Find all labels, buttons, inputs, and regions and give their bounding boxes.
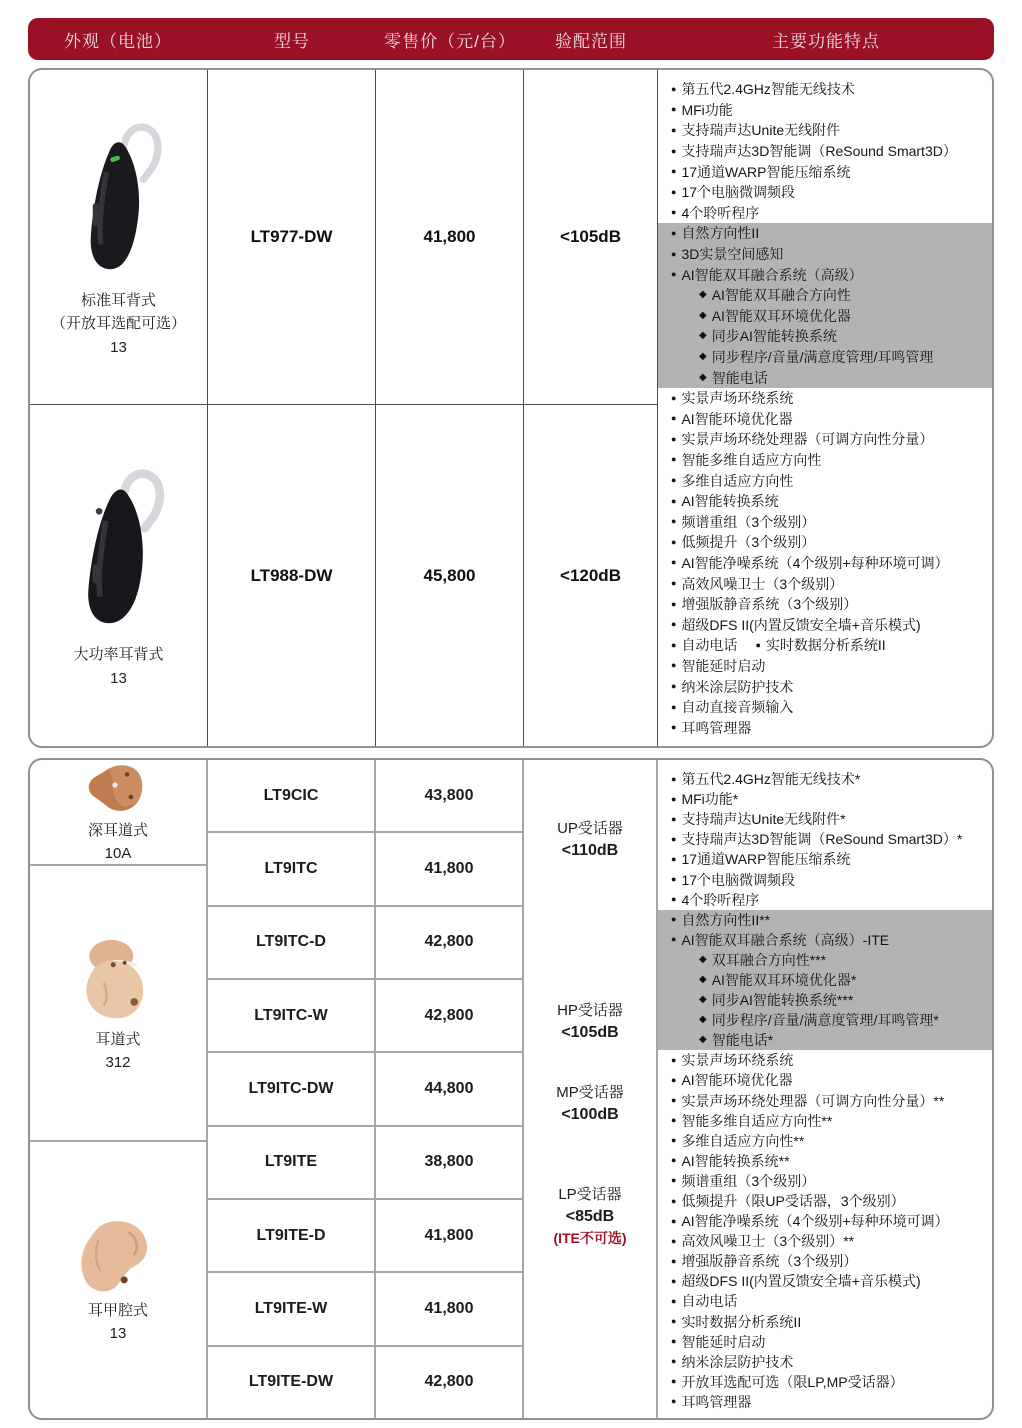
- feature-item: ◆ 智能电话*: [658, 1030, 992, 1050]
- feature-item: ● 高效风噪卫士（3个级别）**: [671, 1233, 855, 1250]
- feature-item: ● 17通道WARP智能压缩系统: [671, 851, 851, 868]
- bullet-icon: ●: [671, 475, 677, 486]
- bullet-icon: ●: [671, 495, 677, 506]
- bullet-icon: ●: [671, 433, 677, 444]
- price-cell: 44,800: [376, 1053, 524, 1124]
- bullet-icon: ●: [671, 186, 677, 197]
- appearance-label: 耳道式: [95, 1030, 141, 1048]
- feature-item: ◆ AI智能双耳环境优化器*: [658, 970, 992, 990]
- bullet-icon: ●: [671, 639, 677, 650]
- feature-item: ◆ AI智能双耳融合方向性: [658, 285, 992, 306]
- table-row: [208, 1127, 524, 1200]
- bullet-icon: ●: [671, 145, 677, 156]
- bullet-icon: ●: [671, 1336, 677, 1347]
- price-cell: 42,800: [376, 907, 524, 978]
- appearance-cell-cic: [30, 760, 208, 866]
- bullet-icon: ●: [671, 207, 677, 218]
- feature-item: ● 第五代2.4GHz智能无线技术: [671, 81, 855, 98]
- bte-models-table: [28, 68, 994, 748]
- range-group-up: UP受话器 <110dB: [557, 820, 623, 859]
- bullet-icon: ●: [671, 1376, 677, 1387]
- battery-size-label: 13: [110, 669, 127, 687]
- appearance-label: 大功率耳背式: [73, 646, 164, 664]
- feature-item: ● 智能延时启动: [671, 1333, 766, 1350]
- feature-item: ● 自然方向性II: [658, 223, 992, 244]
- feature-item: ● AI智能转换系统: [671, 493, 779, 510]
- price-cell: 41,800: [376, 70, 524, 405]
- header-features: 主要功能特点: [772, 31, 880, 51]
- model-cell: LT9ITC-D: [208, 907, 376, 978]
- feature-item: ● 17通道WARP智能压缩系统: [671, 163, 851, 180]
- battery-size-label: 13: [110, 338, 127, 356]
- model-price-rows: [208, 760, 524, 1418]
- bullet-icon: ●: [671, 392, 677, 403]
- feature-item: ● 17个电脑微调频段: [671, 184, 796, 201]
- bullet-icon: ◆: [699, 351, 707, 363]
- bullet-icon: ●: [671, 1316, 677, 1327]
- header-fitting-range: 验配范围: [555, 31, 627, 51]
- header-model: 型号: [274, 31, 310, 51]
- bullet-icon: ●: [671, 681, 677, 692]
- price-cell: 42,800: [376, 980, 524, 1051]
- bullet-icon: ●: [671, 773, 677, 784]
- bullet-icon: ●: [671, 722, 677, 733]
- appearance-cell-bte-standard: [30, 70, 208, 405]
- cic-device-image: [82, 760, 154, 818]
- bullet-icon: ●: [671, 934, 677, 945]
- model-cell: LT9ITC-DW: [208, 1053, 376, 1124]
- feature-item: ● 高效风噪卫士（3个级别）: [671, 575, 844, 592]
- feature-item: ● 实时数据分析系统II: [671, 1313, 802, 1330]
- feature-item: ● 17个电脑微调频段: [671, 871, 796, 888]
- feature-item: ● 超级DFS II(内置反馈安全墙+音乐模式): [671, 1273, 921, 1290]
- feature-item: ● 低频提升（3个级别）: [671, 534, 816, 551]
- feature-item: ◆ 同步程序/音量/满意度管理/耳鸣管理: [658, 347, 992, 368]
- feature-item: ● 增强版静音系统（3个级别）: [671, 1253, 858, 1270]
- appearance-label: 标准耳背式: [80, 292, 156, 310]
- feature-item: ● MFi功能*: [671, 791, 739, 808]
- battery-size-label: 312: [105, 1054, 131, 1071]
- table-row: [208, 1200, 524, 1273]
- feature-item: ● 支持瑞声达3D智能调（ReSound Smart3D）*: [671, 831, 963, 848]
- bullet-icon: ●: [671, 1195, 677, 1206]
- feature-item: ● 耳鸣管理器: [671, 1393, 752, 1410]
- bullet-icon: ●: [671, 701, 677, 712]
- feature-item: ● 智能多维自适应方向性: [671, 451, 822, 468]
- range-group-mp: MP受话器 <100dB: [556, 1084, 624, 1123]
- fitting-range-column: [524, 760, 658, 1418]
- bullet-icon: ●: [671, 1396, 677, 1407]
- model-cell: LT977-DW: [208, 70, 376, 405]
- bullet-icon: ◆: [699, 953, 707, 965]
- ite-device-image: [74, 1216, 162, 1298]
- feature-item: ● 自动电话: [671, 1293, 738, 1310]
- bullet-icon: ◆: [699, 1034, 707, 1046]
- bullet-icon: ●: [671, 227, 677, 238]
- price-cell: 41,800: [376, 1273, 524, 1344]
- price-cell: 41,800: [376, 833, 524, 904]
- feature-item: ● MFi功能: [671, 101, 733, 118]
- feature-item: ● 4个聆听程序: [671, 891, 760, 908]
- features-list-custom: [658, 760, 992, 1418]
- bullet-icon: ●: [671, 894, 677, 905]
- feature-item: ● 智能延时启动: [671, 657, 766, 674]
- bullet-icon: ●: [671, 1135, 677, 1146]
- feature-item: ● 频谱重组（3个级别）: [671, 1172, 816, 1189]
- feature-item: ● AI智能双耳融合系统（高级）: [658, 264, 992, 285]
- bullet-icon: ◆: [699, 973, 707, 985]
- bullet-icon: ●: [671, 660, 677, 671]
- feature-item: ● AI智能环境优化器: [671, 410, 793, 427]
- bullet-icon: ●: [671, 413, 677, 424]
- feature-item: ● 3D实景空间感知: [658, 244, 992, 265]
- feature-item: ◆ 同步程序/音量/满意度管理/耳鸣管理*: [658, 1010, 992, 1030]
- feature-item: ● AI智能净噪系统（4个级别+每种环境可调）: [671, 554, 949, 571]
- feature-item: ● 增强版静音系统（3个级别）: [671, 596, 858, 613]
- table-row: [208, 907, 524, 980]
- feature-item: ● AI智能双耳融合系统（高级）-ITE: [658, 930, 992, 950]
- feature-item: ● 纳米涂层防护技术: [671, 1353, 794, 1370]
- model-cell: LT9ITE-D: [208, 1200, 376, 1271]
- feature-item: ● AI智能转换系统**: [671, 1152, 790, 1169]
- feature-item: ● 自然方向性II**: [658, 910, 992, 930]
- fitting-range-cell: <105dB: [524, 70, 658, 405]
- bullet-icon: ●: [671, 83, 677, 94]
- feature-item: ● 自动直接音频输入: [671, 699, 794, 716]
- bullet-icon: ●: [671, 1095, 677, 1106]
- bullet-icon: ●: [671, 874, 677, 885]
- feature-item: ◆ 同步AI智能转换系统: [658, 326, 992, 347]
- header-price: 零售价（元/台）: [384, 31, 516, 51]
- bullet-icon: ●: [671, 557, 677, 568]
- bullet-icon: ●: [671, 1356, 677, 1367]
- feature-item: ● 支持瑞声达3D智能调（ReSound Smart3D）: [671, 143, 957, 160]
- table-row: [208, 833, 524, 906]
- bullet-icon: ●: [671, 1054, 677, 1065]
- price-cell: 43,800: [376, 760, 524, 831]
- feature-item: ● 实景声场环绕处理器（可调方向性分量）: [671, 431, 934, 448]
- features-list-bte: [658, 70, 992, 746]
- feature-item: ● 实景声场环绕系统: [671, 390, 794, 407]
- bullet-icon: ●: [671, 104, 677, 115]
- battery-size-label: 10A: [104, 844, 132, 862]
- bullet-icon: ●: [671, 1275, 677, 1286]
- bullet-icon: ●: [671, 269, 677, 280]
- bullet-icon: ●: [671, 1255, 677, 1266]
- feature-item: ● 支持瑞声达Unite无线附件*: [671, 811, 846, 828]
- bullet-icon: ●: [671, 124, 677, 135]
- header-appearance: 外观（电池）: [64, 31, 172, 51]
- itc-device-image: [75, 933, 161, 1027]
- bullet-icon: ●: [671, 1215, 677, 1226]
- price-cell: 38,800: [376, 1127, 524, 1198]
- bullet-icon: ●: [755, 639, 761, 650]
- bullet-icon: ●: [671, 454, 677, 465]
- bullet-icon: ◆: [699, 371, 707, 383]
- feature-item: ● 第五代2.4GHz智能无线技术*: [671, 771, 861, 788]
- feature-item: ● AI智能净噪系统（4个级别+每种环境可调）: [671, 1213, 949, 1230]
- bullet-icon: ◆: [699, 994, 707, 1006]
- model-cell: LT9ITC-W: [208, 980, 376, 1051]
- feature-item: ● 支持瑞声达Unite无线附件: [671, 122, 841, 139]
- bullet-icon: ●: [671, 536, 677, 547]
- table-row: [208, 980, 524, 1053]
- bullet-icon: ●: [671, 1175, 677, 1186]
- bullet-icon: ◆: [699, 1014, 707, 1026]
- bullet-icon: ◆: [699, 289, 707, 301]
- feature-item: ● 智能多维自适应方向性**: [671, 1112, 833, 1129]
- table-row: [208, 1053, 524, 1126]
- feature-item: ◆ AI智能双耳环境优化器: [658, 306, 992, 327]
- model-cell: LT9ITE-DW: [208, 1347, 376, 1418]
- price-cell: 45,800: [376, 405, 524, 746]
- bullet-icon: ●: [671, 1074, 677, 1085]
- bullet-icon: ●: [671, 914, 677, 925]
- feature-item: ● 实景声场环绕系统: [671, 1052, 794, 1069]
- appearance-cell-itc: [30, 866, 208, 1142]
- feature-item: ● 4个聆听程序: [671, 204, 760, 221]
- feature-item: ● 超级DFS II(内置反馈安全墙+音乐模式): [671, 616, 921, 633]
- price-cell: 41,800: [376, 1200, 524, 1271]
- feature-item: ● 实景声场环绕处理器（可调方向性分量）**: [671, 1092, 945, 1109]
- feature-item: ◆ 双耳融合方向性***: [658, 950, 992, 970]
- fitting-range-cell: <120dB: [524, 405, 658, 746]
- appearance-label: 深耳道式: [87, 821, 148, 839]
- table-row: [208, 760, 524, 833]
- table-header-bar: [28, 18, 994, 60]
- model-cell: LT9ITC: [208, 833, 376, 904]
- bullet-icon: ●: [671, 853, 677, 864]
- model-cell: LT9ITE: [208, 1127, 376, 1198]
- feature-item: ● 频谱重组（3个级别）: [671, 513, 816, 530]
- appearance-cell-bte-power: [30, 405, 208, 746]
- model-cell: LT988-DW: [208, 405, 376, 746]
- feature-item: ◆ 同步AI智能转换系统***: [658, 990, 992, 1010]
- feature-item: ● 低频提升（限UP受话器，3个级别）: [671, 1193, 905, 1210]
- feature-item: ● 纳米涂层防护技术: [671, 678, 794, 695]
- table-row: [208, 1273, 524, 1346]
- feature-item: ● 开放耳选配可选（限LP,MP受话器）: [671, 1373, 904, 1390]
- battery-size-label: 13: [109, 1325, 127, 1342]
- range-group-lp: LP受话器 <85dB (ITE不可选): [524, 1184, 656, 1248]
- model-cell: LT9CIC: [208, 760, 376, 831]
- price-cell: 42,800: [376, 1347, 524, 1418]
- bullet-icon: ●: [671, 1235, 677, 1246]
- bullet-icon: ●: [671, 248, 677, 259]
- bullet-icon: ●: [671, 813, 677, 824]
- bullet-icon: ◆: [699, 309, 707, 321]
- bullet-icon: ●: [671, 793, 677, 804]
- feature-item: ● 自动电话 ● 实时数据分析系统II: [671, 637, 886, 654]
- bullet-icon: ●: [671, 598, 677, 609]
- bullet-icon: ●: [671, 516, 677, 527]
- feature-item: ◆ 智能电话: [658, 367, 992, 388]
- feature-item: ● 耳鸣管理器: [671, 719, 752, 736]
- appearance-label: （开放耳选配可选）: [50, 315, 186, 333]
- feature-item: ● 多维自适应方向性: [671, 472, 794, 489]
- bullet-icon: ●: [671, 1295, 677, 1306]
- custom-models-table: [28, 758, 994, 1420]
- bullet-icon: ●: [671, 1155, 677, 1166]
- range-group-hp: HP受话器 <105dB: [557, 1002, 623, 1041]
- feature-item: ● 多维自适应方向性**: [671, 1132, 805, 1149]
- appearance-cell-ite: [30, 1142, 208, 1418]
- bullet-icon: ●: [671, 1115, 677, 1126]
- bullet-icon: ●: [671, 166, 677, 177]
- bte-power-device-image: [66, 462, 172, 642]
- bullet-icon: ●: [671, 833, 677, 844]
- bte-standard-device-image: [69, 116, 169, 288]
- ite-not-available-note: (ITE不可选): [553, 1230, 627, 1246]
- appearance-label: 耳甲腔式: [87, 1301, 148, 1319]
- bullet-icon: ●: [671, 578, 677, 589]
- bullet-icon: ●: [671, 619, 677, 630]
- feature-item: ● AI智能环境优化器: [671, 1072, 793, 1089]
- bullet-icon: ◆: [699, 330, 707, 342]
- model-cell: LT9ITE-W: [208, 1273, 376, 1344]
- table-row: [208, 1347, 524, 1418]
